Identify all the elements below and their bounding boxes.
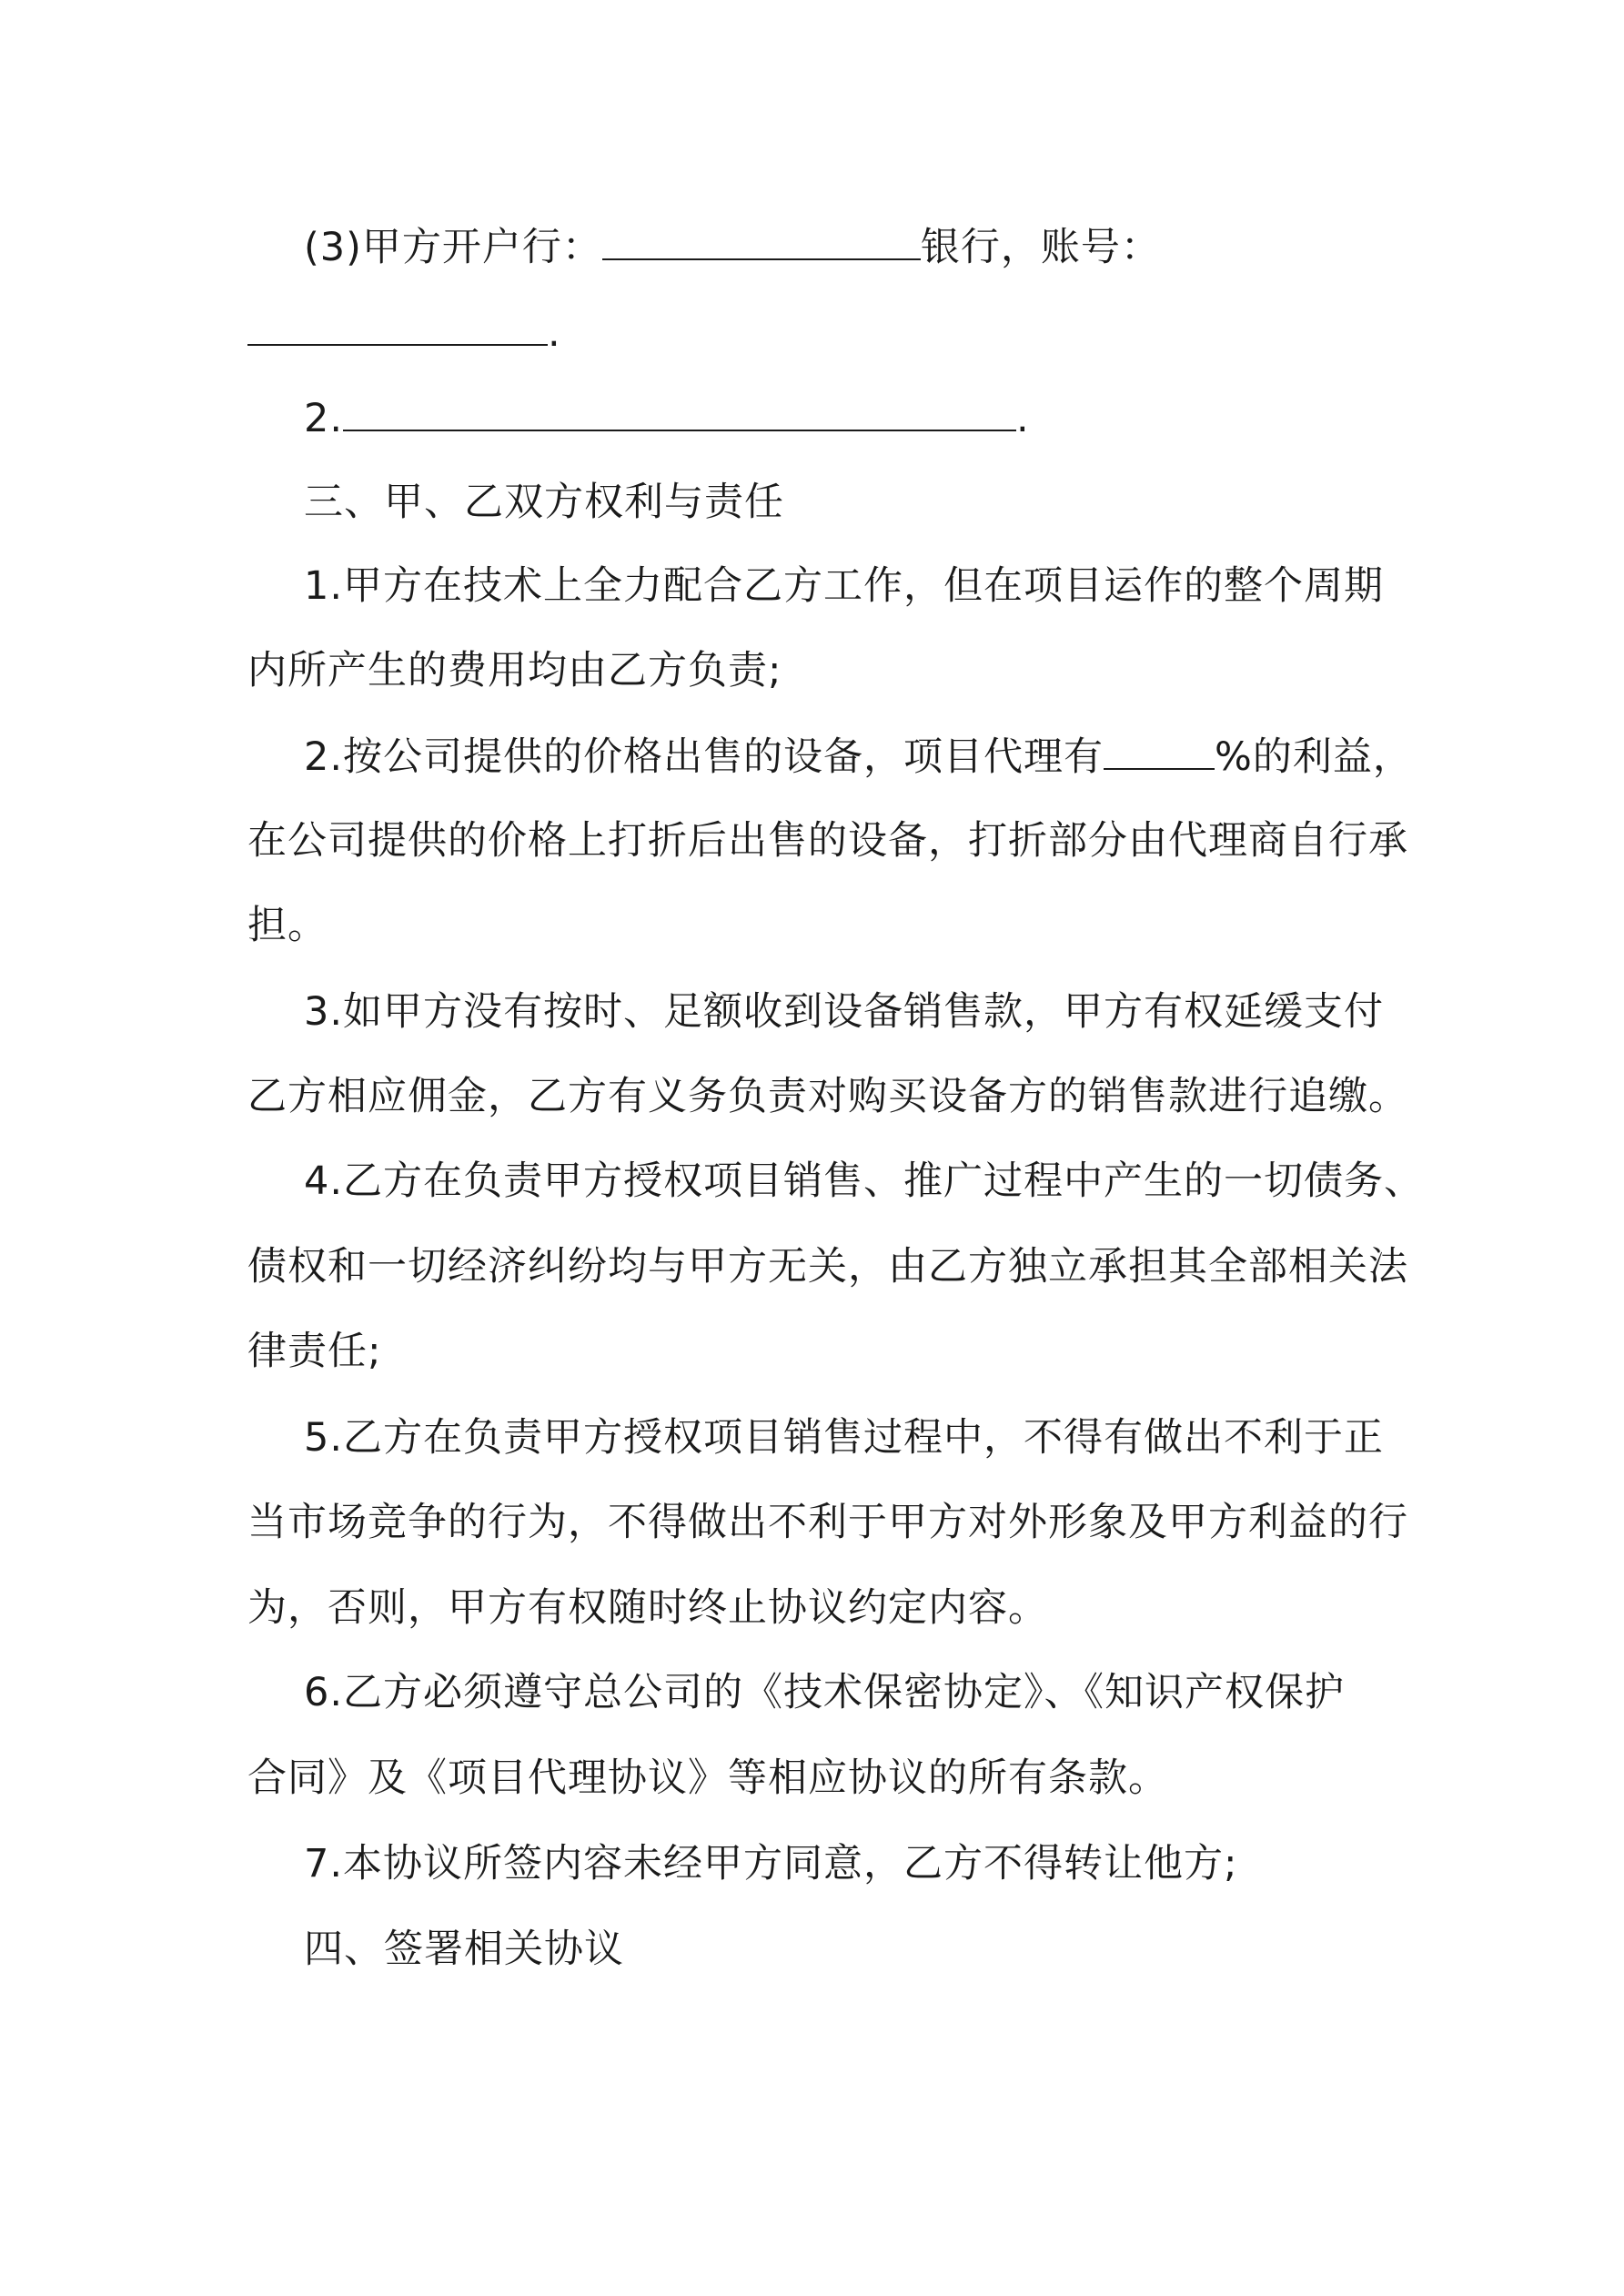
bank-account-line	[304, 218, 1161, 275]
account-number-end: .	[548, 310, 561, 356]
clause-1-line-2: 内所产生的费用均由乙方负责;	[247, 648, 782, 693]
clause-6-line-2: 合同》及《项目代理协议》等相应协议的所有条款。	[247, 1755, 1168, 1801]
clause-3-line-1: 3.如甲方没有按时、足额收到设备销售款，甲方有权延缓支付	[304, 989, 1385, 1035]
clause-2-text-b: %的利益，	[1215, 734, 1413, 780]
clause-1-line-1: 1.甲方在技术上全力配合乙方工作，但在项目运作的整个周期	[304, 563, 1385, 609]
clause-3-line-2: 乙方相应佣金，乙方有义务负责对购买设备方的销售款进行追缴。	[247, 1074, 1408, 1119]
item-2-end: .	[1016, 396, 1030, 441]
account-number-line	[247, 304, 561, 360]
section-3-title: 三、甲、乙双方权利与责任	[304, 480, 784, 525]
section-4-title: 四、签署相关协议	[304, 1927, 624, 1972]
clause-7-line-1: 7.本协议所签内容未经甲方同意，乙方不得转让他方;	[304, 1841, 1238, 1886]
item-2-label: 2.	[304, 396, 344, 441]
bank-name-blank	[602, 218, 921, 260]
clause-2-line-2: 在公司提供的价格上打折后出售的设备，打折部分由代理商自行承	[247, 818, 1408, 864]
account-label: 银行，账号：	[920, 225, 1161, 270]
item-2-line	[304, 389, 1030, 446]
bank-label: (3)甲方开户行：	[304, 225, 602, 270]
clause-2-line-3: 担。	[247, 903, 328, 948]
item-2-blank	[343, 389, 1016, 431]
clause-2-text-a: 2.按公司提供的价格出售的设备，项目代理有	[304, 734, 1105, 780]
clause-5-line-2: 当市场竞争的行为，不得做出不利于甲方对外形象及甲方利益的行	[247, 1500, 1408, 1545]
clause-5-line-3: 为，否则，甲方有权随时终止协议约定内容。	[247, 1585, 1048, 1631]
percentage-blank	[1104, 728, 1215, 770]
clause-2-line-1	[304, 728, 1413, 784]
clause-4-line-3: 律责任;	[247, 1329, 382, 1374]
account-number-blank	[247, 304, 548, 346]
clause-4-line-2: 债权和一切经济纠纷均与甲方无关，由乙方独立承担其全部相关法	[247, 1244, 1408, 1290]
clause-4-line-1: 4.乙方在负责甲方授权项目销售、推广过程中产生的一切债务、	[304, 1158, 1425, 1204]
clause-6-line-1: 6.乙方必须遵守总公司的《技术保密协定》、《知识产权保护	[304, 1670, 1346, 1715]
clause-5-line-1: 5.乙方在负责甲方授权项目销售过程中，不得有做出不利于正	[304, 1415, 1385, 1461]
